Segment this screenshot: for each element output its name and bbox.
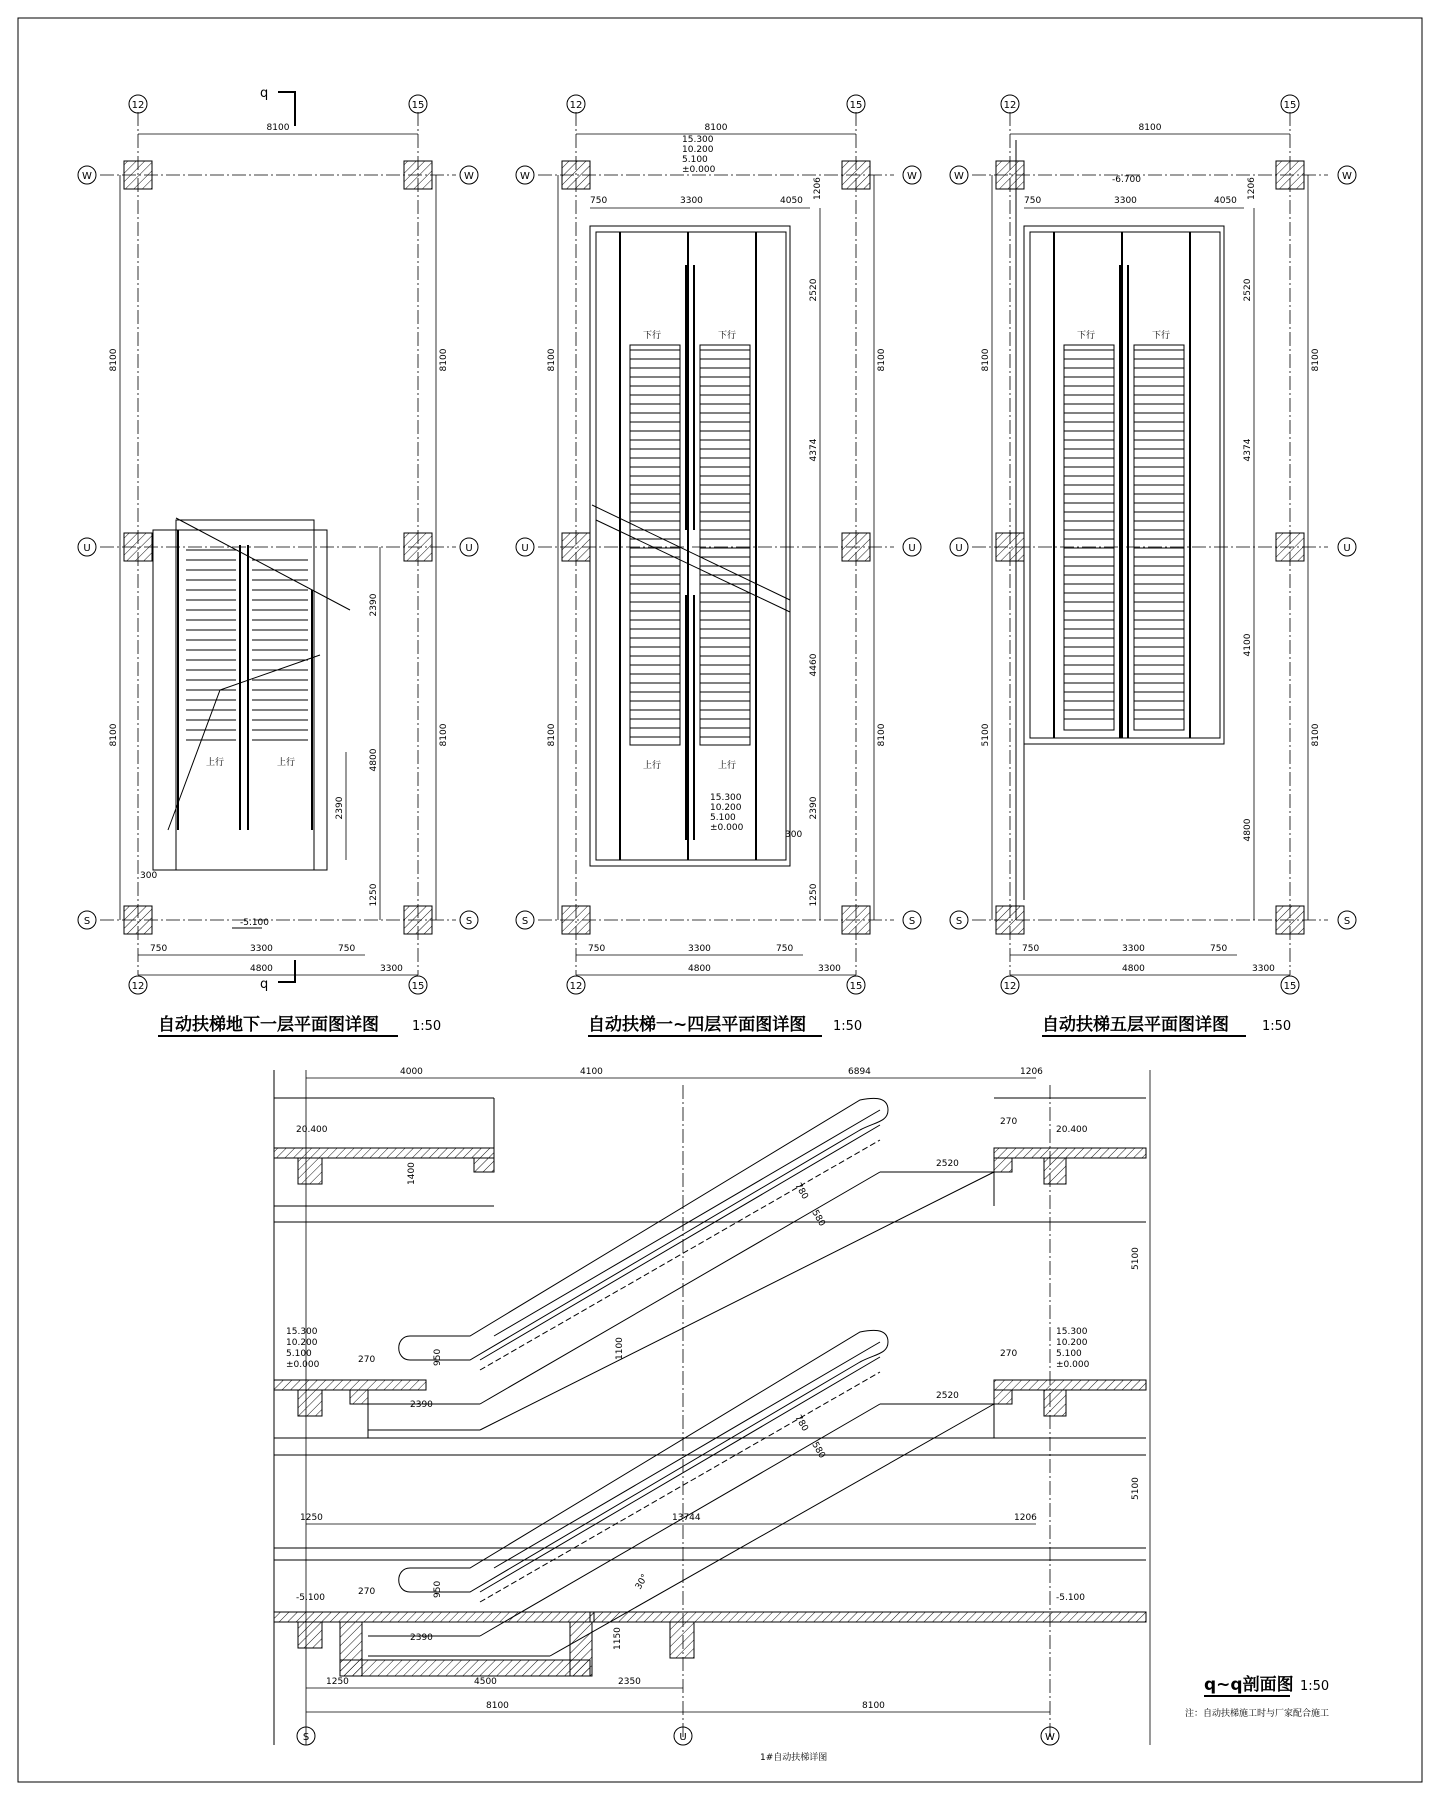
svg-text:1206: 1206 <box>1247 177 1257 200</box>
svg-text:U: U <box>465 543 473 554</box>
svg-text:下行: 下行 <box>1152 331 1171 341</box>
svg-text:1100: 1100 <box>615 1337 625 1360</box>
svg-text:580: 580 <box>809 1440 827 1461</box>
svg-text:8100: 8100 <box>439 723 449 747</box>
svg-text:3300: 3300 <box>380 964 403 974</box>
svg-text:15.300: 15.300 <box>1056 1327 1088 1337</box>
svg-text:±0.000: ±0.000 <box>286 1360 320 1370</box>
sheet-border <box>18 18 1422 1782</box>
svg-text:下行: 下行 <box>1077 331 1096 341</box>
svg-text:5100: 5100 <box>1131 1247 1141 1270</box>
svg-text:8100: 8100 <box>266 123 290 133</box>
svg-text:1:50: 1:50 <box>833 1019 863 1034</box>
svg-text:4374: 4374 <box>1243 438 1253 462</box>
svg-text:S: S <box>1343 916 1351 927</box>
section-title: q~q剖面图 <box>1204 1675 1294 1695</box>
svg-text:20.400: 20.400 <box>1056 1125 1088 1135</box>
svg-text:10.200: 10.200 <box>1056 1338 1088 1348</box>
svg-text:12: 12 <box>569 100 583 111</box>
svg-text:W: W <box>1045 1732 1055 1743</box>
svg-text:8100: 8100 <box>981 348 991 372</box>
svg-text:750: 750 <box>1022 944 1040 954</box>
svg-text:8100: 8100 <box>1138 123 1162 133</box>
svg-text:S: S <box>302 1732 310 1743</box>
svg-text:W: W <box>520 171 530 182</box>
svg-text:6894: 6894 <box>848 1067 871 1077</box>
section-q-q <box>274 1067 1329 1763</box>
svg-text:1400: 1400 <box>407 1162 417 1185</box>
svg-text:1250: 1250 <box>300 1513 323 1523</box>
column <box>404 161 432 189</box>
svg-text:-5.100: -5.100 <box>240 918 270 928</box>
svg-text:下行: 下行 <box>718 331 737 341</box>
svg-text:8100: 8100 <box>439 348 449 372</box>
svg-text:4800: 4800 <box>250 964 273 974</box>
svg-text:12: 12 <box>1003 981 1017 992</box>
svg-text:4050: 4050 <box>1214 196 1237 206</box>
construction-note: 注：自动扶梯施工时与厂家配合施工 <box>1185 1709 1330 1719</box>
svg-text:-5.100: -5.100 <box>1056 1593 1086 1603</box>
svg-text:q: q <box>260 977 269 992</box>
svg-text:5.100: 5.100 <box>286 1349 312 1359</box>
svg-text:750: 750 <box>1210 944 1228 954</box>
svg-text:2390: 2390 <box>809 796 819 820</box>
svg-text:1:50: 1:50 <box>1300 1679 1330 1694</box>
svg-text:1206: 1206 <box>813 177 823 200</box>
svg-text:8100: 8100 <box>547 723 557 747</box>
svg-text:750: 750 <box>590 196 608 206</box>
svg-text:4100: 4100 <box>1243 633 1253 657</box>
svg-text:W: W <box>954 171 964 182</box>
svg-text:10.200: 10.200 <box>682 145 714 155</box>
svg-text:8100: 8100 <box>877 348 887 372</box>
svg-text:4800: 4800 <box>688 964 711 974</box>
plan-basement <box>78 86 478 1036</box>
svg-text:1206: 1206 <box>1014 1513 1037 1523</box>
svg-text:W: W <box>82 171 92 182</box>
svg-text:上行: 上行 <box>277 758 296 768</box>
plan-title: 自动扶梯一~四层平面图详图 <box>588 1015 807 1035</box>
svg-text:4800: 4800 <box>1243 818 1253 842</box>
svg-text:8100: 8100 <box>877 723 887 747</box>
svg-text:30°: 30° <box>633 1572 651 1592</box>
svg-text:W: W <box>464 171 474 182</box>
svg-text:780: 780 <box>792 1413 810 1434</box>
svg-text:1250: 1250 <box>809 883 819 907</box>
svg-text:2390: 2390 <box>410 1400 433 1410</box>
svg-text:12: 12 <box>131 100 145 111</box>
svg-text:q: q <box>260 86 269 101</box>
svg-text:下行: 下行 <box>643 331 662 341</box>
svg-text:3300: 3300 <box>250 944 273 954</box>
svg-text:15.300: 15.300 <box>286 1327 318 1337</box>
svg-text:U: U <box>679 1732 687 1743</box>
svg-text:1250: 1250 <box>369 883 379 907</box>
svg-text:4800: 4800 <box>369 748 379 772</box>
svg-text:W: W <box>907 171 917 182</box>
svg-text:12: 12 <box>1003 100 1017 111</box>
svg-text:750: 750 <box>1024 196 1042 206</box>
svg-text:15: 15 <box>849 981 863 992</box>
svg-text:15: 15 <box>411 100 425 111</box>
svg-text:15: 15 <box>849 100 863 111</box>
svg-text:12: 12 <box>131 981 145 992</box>
svg-text:10.200: 10.200 <box>286 1338 318 1348</box>
column <box>404 906 432 934</box>
svg-text:5.100: 5.100 <box>710 813 736 823</box>
svg-text:300: 300 <box>140 871 158 881</box>
svg-text:1:50: 1:50 <box>412 1019 442 1034</box>
svg-text:10.200: 10.200 <box>710 803 742 813</box>
svg-text:4800: 4800 <box>1122 964 1145 974</box>
svg-text:4000: 4000 <box>400 1067 423 1077</box>
svg-text:S: S <box>521 916 529 927</box>
svg-text:3300: 3300 <box>1114 196 1137 206</box>
svg-text:8100: 8100 <box>1311 348 1321 372</box>
svg-text:15.300: 15.300 <box>682 135 714 145</box>
svg-text:S: S <box>83 916 91 927</box>
drawing-caption: 1#自动扶梯详图 <box>760 1753 828 1763</box>
svg-text:U: U <box>1343 543 1351 554</box>
plan-levels-1-4 <box>516 95 921 1036</box>
svg-text:8100: 8100 <box>1311 723 1321 747</box>
treads-right <box>252 560 308 740</box>
plan-level-5 <box>950 95 1356 1036</box>
svg-text:15: 15 <box>1283 100 1297 111</box>
svg-text:8100: 8100 <box>704 123 728 133</box>
svg-text:20.400: 20.400 <box>296 1125 328 1135</box>
svg-text:2350: 2350 <box>618 1677 641 1687</box>
svg-text:U: U <box>521 543 529 554</box>
svg-text:2520: 2520 <box>936 1159 959 1169</box>
svg-text:15.300: 15.300 <box>710 793 742 803</box>
svg-text:2390: 2390 <box>369 593 379 617</box>
svg-text:5.100: 5.100 <box>1056 1349 1082 1359</box>
svg-text:3300: 3300 <box>1122 944 1145 954</box>
svg-text:4460: 4460 <box>809 653 819 677</box>
svg-text:上行: 上行 <box>718 761 737 771</box>
svg-text:750: 750 <box>588 944 606 954</box>
svg-text:8100: 8100 <box>862 1701 885 1711</box>
svg-text:S: S <box>908 916 916 927</box>
svg-text:8100: 8100 <box>486 1701 509 1711</box>
svg-text:U: U <box>908 543 916 554</box>
svg-text:-6.700: -6.700 <box>1112 175 1142 185</box>
svg-text:1206: 1206 <box>1020 1067 1043 1077</box>
svg-text:3300: 3300 <box>1252 964 1275 974</box>
column <box>404 533 432 561</box>
svg-text:270: 270 <box>358 1355 376 1365</box>
svg-text:上行: 上行 <box>206 758 225 768</box>
svg-text:950: 950 <box>433 1580 443 1598</box>
svg-text:300: 300 <box>785 830 803 840</box>
svg-text:4500: 4500 <box>474 1677 497 1687</box>
svg-text:2390: 2390 <box>335 796 345 820</box>
svg-text:±0.000: ±0.000 <box>1056 1360 1090 1370</box>
svg-text:4050: 4050 <box>780 196 803 206</box>
svg-text:5100: 5100 <box>981 723 991 747</box>
svg-text:270: 270 <box>358 1587 376 1597</box>
column <box>124 161 152 189</box>
svg-text:1150: 1150 <box>613 1627 623 1650</box>
svg-text:S: S <box>955 916 963 927</box>
svg-text:3300: 3300 <box>688 944 711 954</box>
svg-text:1250: 1250 <box>326 1677 349 1687</box>
svg-text:W: W <box>1342 171 1352 182</box>
break-line <box>176 518 350 610</box>
plan-title: 自动扶梯地下一层平面图详图 <box>158 1015 379 1035</box>
svg-text:270: 270 <box>1000 1117 1018 1127</box>
svg-text:U: U <box>955 543 963 554</box>
svg-text:4374: 4374 <box>809 438 819 462</box>
svg-text:780: 780 <box>792 1181 810 1202</box>
svg-text:S: S <box>465 916 473 927</box>
svg-text:12: 12 <box>569 981 583 992</box>
svg-text:15: 15 <box>1283 981 1297 992</box>
svg-text:2520: 2520 <box>936 1391 959 1401</box>
svg-text:4100: 4100 <box>580 1067 603 1077</box>
svg-text:750: 750 <box>776 944 794 954</box>
escalator-lower <box>368 1330 994 1656</box>
svg-text:270: 270 <box>1000 1349 1018 1359</box>
column <box>124 906 152 934</box>
svg-text:-5.100: -5.100 <box>296 1593 326 1603</box>
svg-text:5.100: 5.100 <box>682 155 708 165</box>
plan-title: 自动扶梯五层平面图详图 <box>1042 1015 1229 1035</box>
svg-text:8100: 8100 <box>109 348 119 372</box>
tread-lines <box>1064 350 1184 719</box>
svg-text:8100: 8100 <box>547 348 557 372</box>
svg-text:13744: 13744 <box>672 1513 701 1523</box>
svg-text:±0.000: ±0.000 <box>710 823 744 833</box>
tread-lines <box>630 350 750 737</box>
svg-text:U: U <box>83 543 91 554</box>
svg-text:2520: 2520 <box>809 278 819 302</box>
svg-text:2520: 2520 <box>1243 278 1253 302</box>
svg-text:5100: 5100 <box>1131 1477 1141 1500</box>
svg-text:3300: 3300 <box>680 196 703 206</box>
svg-text:±0.000: ±0.000 <box>682 165 716 175</box>
svg-text:750: 750 <box>150 944 168 954</box>
svg-text:750: 750 <box>338 944 356 954</box>
treads-left <box>186 550 236 740</box>
column <box>124 533 152 561</box>
svg-text:8100: 8100 <box>109 723 119 747</box>
svg-text:15: 15 <box>411 981 425 992</box>
svg-text:2390: 2390 <box>410 1633 433 1643</box>
svg-text:580: 580 <box>809 1208 827 1229</box>
svg-text:3300: 3300 <box>818 964 841 974</box>
svg-text:上行: 上行 <box>643 761 662 771</box>
svg-text:950: 950 <box>433 1348 443 1366</box>
svg-text:1:50: 1:50 <box>1262 1019 1292 1034</box>
